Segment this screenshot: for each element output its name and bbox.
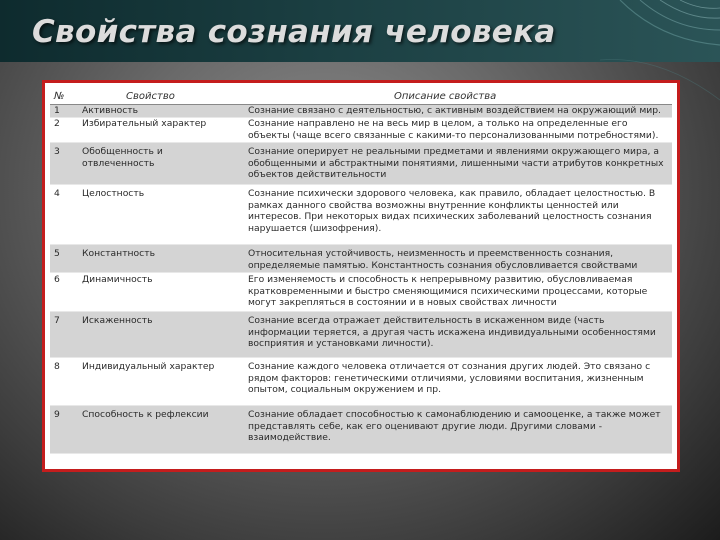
table-row (50, 143, 672, 185)
row-property: Искаженность (82, 315, 153, 326)
title-bar (0, 0, 720, 62)
slide-title: Свойства сознания человека (32, 14, 556, 50)
row-property: Константность (82, 248, 155, 259)
header-num: № (54, 91, 65, 102)
row-num: 9 (54, 409, 60, 420)
row-property: Обобщенность и отвлеченность (82, 146, 163, 169)
properties-table (42, 80, 680, 472)
row-num: 3 (54, 146, 60, 157)
row-description: Относительная устойчивость, неизменность и преемственность сознания, определяемые памятью. Константность сознания обусловливается свойствами (248, 248, 638, 271)
row-num: 2 (54, 118, 60, 129)
table-row (50, 185, 672, 245)
row-property: Целостность (82, 188, 145, 199)
row-property: Способность к рефлексии (82, 409, 209, 420)
row-num: 4 (54, 188, 60, 199)
row-description: Сознание направлено не на весь мир в целом, а только на определенные его объекты (чаще всего связанные с какими-то персонализованными потребностями). (248, 118, 659, 141)
row-property: Активность (82, 105, 139, 116)
header-property: Свойство (126, 91, 175, 102)
table-header (50, 89, 672, 105)
header-description: Описание свойства (394, 91, 497, 102)
row-description: Сознание обладает способностью к самонаблюдению и самооценке, а также может представлять себе, как его оценивают другие люди. Другими словами - взаимодействие. (248, 409, 661, 443)
row-num: 5 (54, 248, 60, 259)
table-row (50, 358, 672, 406)
row-num: 7 (54, 315, 60, 326)
row-description: Сознание всегда отражает действительность в искаженном виде (часть информации теряется, а другая часть искажена индивидуальными особенностями восприятия и установками личности). (248, 315, 656, 349)
row-num: 8 (54, 361, 60, 372)
table-row (50, 406, 672, 454)
table-row (50, 273, 672, 312)
row-description: Сознание психически здорового человека, как правило, обладает целостностью. В рамках данного свойства возможны внутренние конфликты ценностей или интересов. При некоторых видах психических заболеваний целостность сознания нарушается (шизофрения). (248, 188, 656, 234)
row-property: Индивидуальный характер (82, 361, 215, 372)
row-property: Динамичность (82, 274, 153, 285)
row-description: Сознание оперирует не реальными предметами и явлениями окружающего мира, а обобщенными и абстрактными понятиями, лишенными части атрибутов конкретных объектов действительности (248, 146, 664, 180)
table-row (50, 312, 672, 358)
table-row (50, 245, 672, 273)
table-row (50, 105, 672, 118)
table-row (50, 118, 672, 143)
row-description: Сознание связано с деятельностью, с активным воздействием на окружающий мир. (248, 105, 661, 116)
row-description: Сознание каждого человека отличается от сознания других людей. Это связано с рядом факторов: генетическими отличиями, условиями воспитания, жизненным опытом, социальным окружением и пр. (248, 361, 651, 395)
row-property: Избирательный характер (82, 118, 207, 129)
row-description: Его изменяемость и способность к непрерывному развитию, обусловливаемая кратковременными и быстро сменяющимися психическими процессами, которые могут закрепляться в состоянии и в новых свойствах личности (248, 274, 648, 308)
row-num: 1 (54, 105, 60, 116)
row-num: 6 (54, 274, 60, 285)
